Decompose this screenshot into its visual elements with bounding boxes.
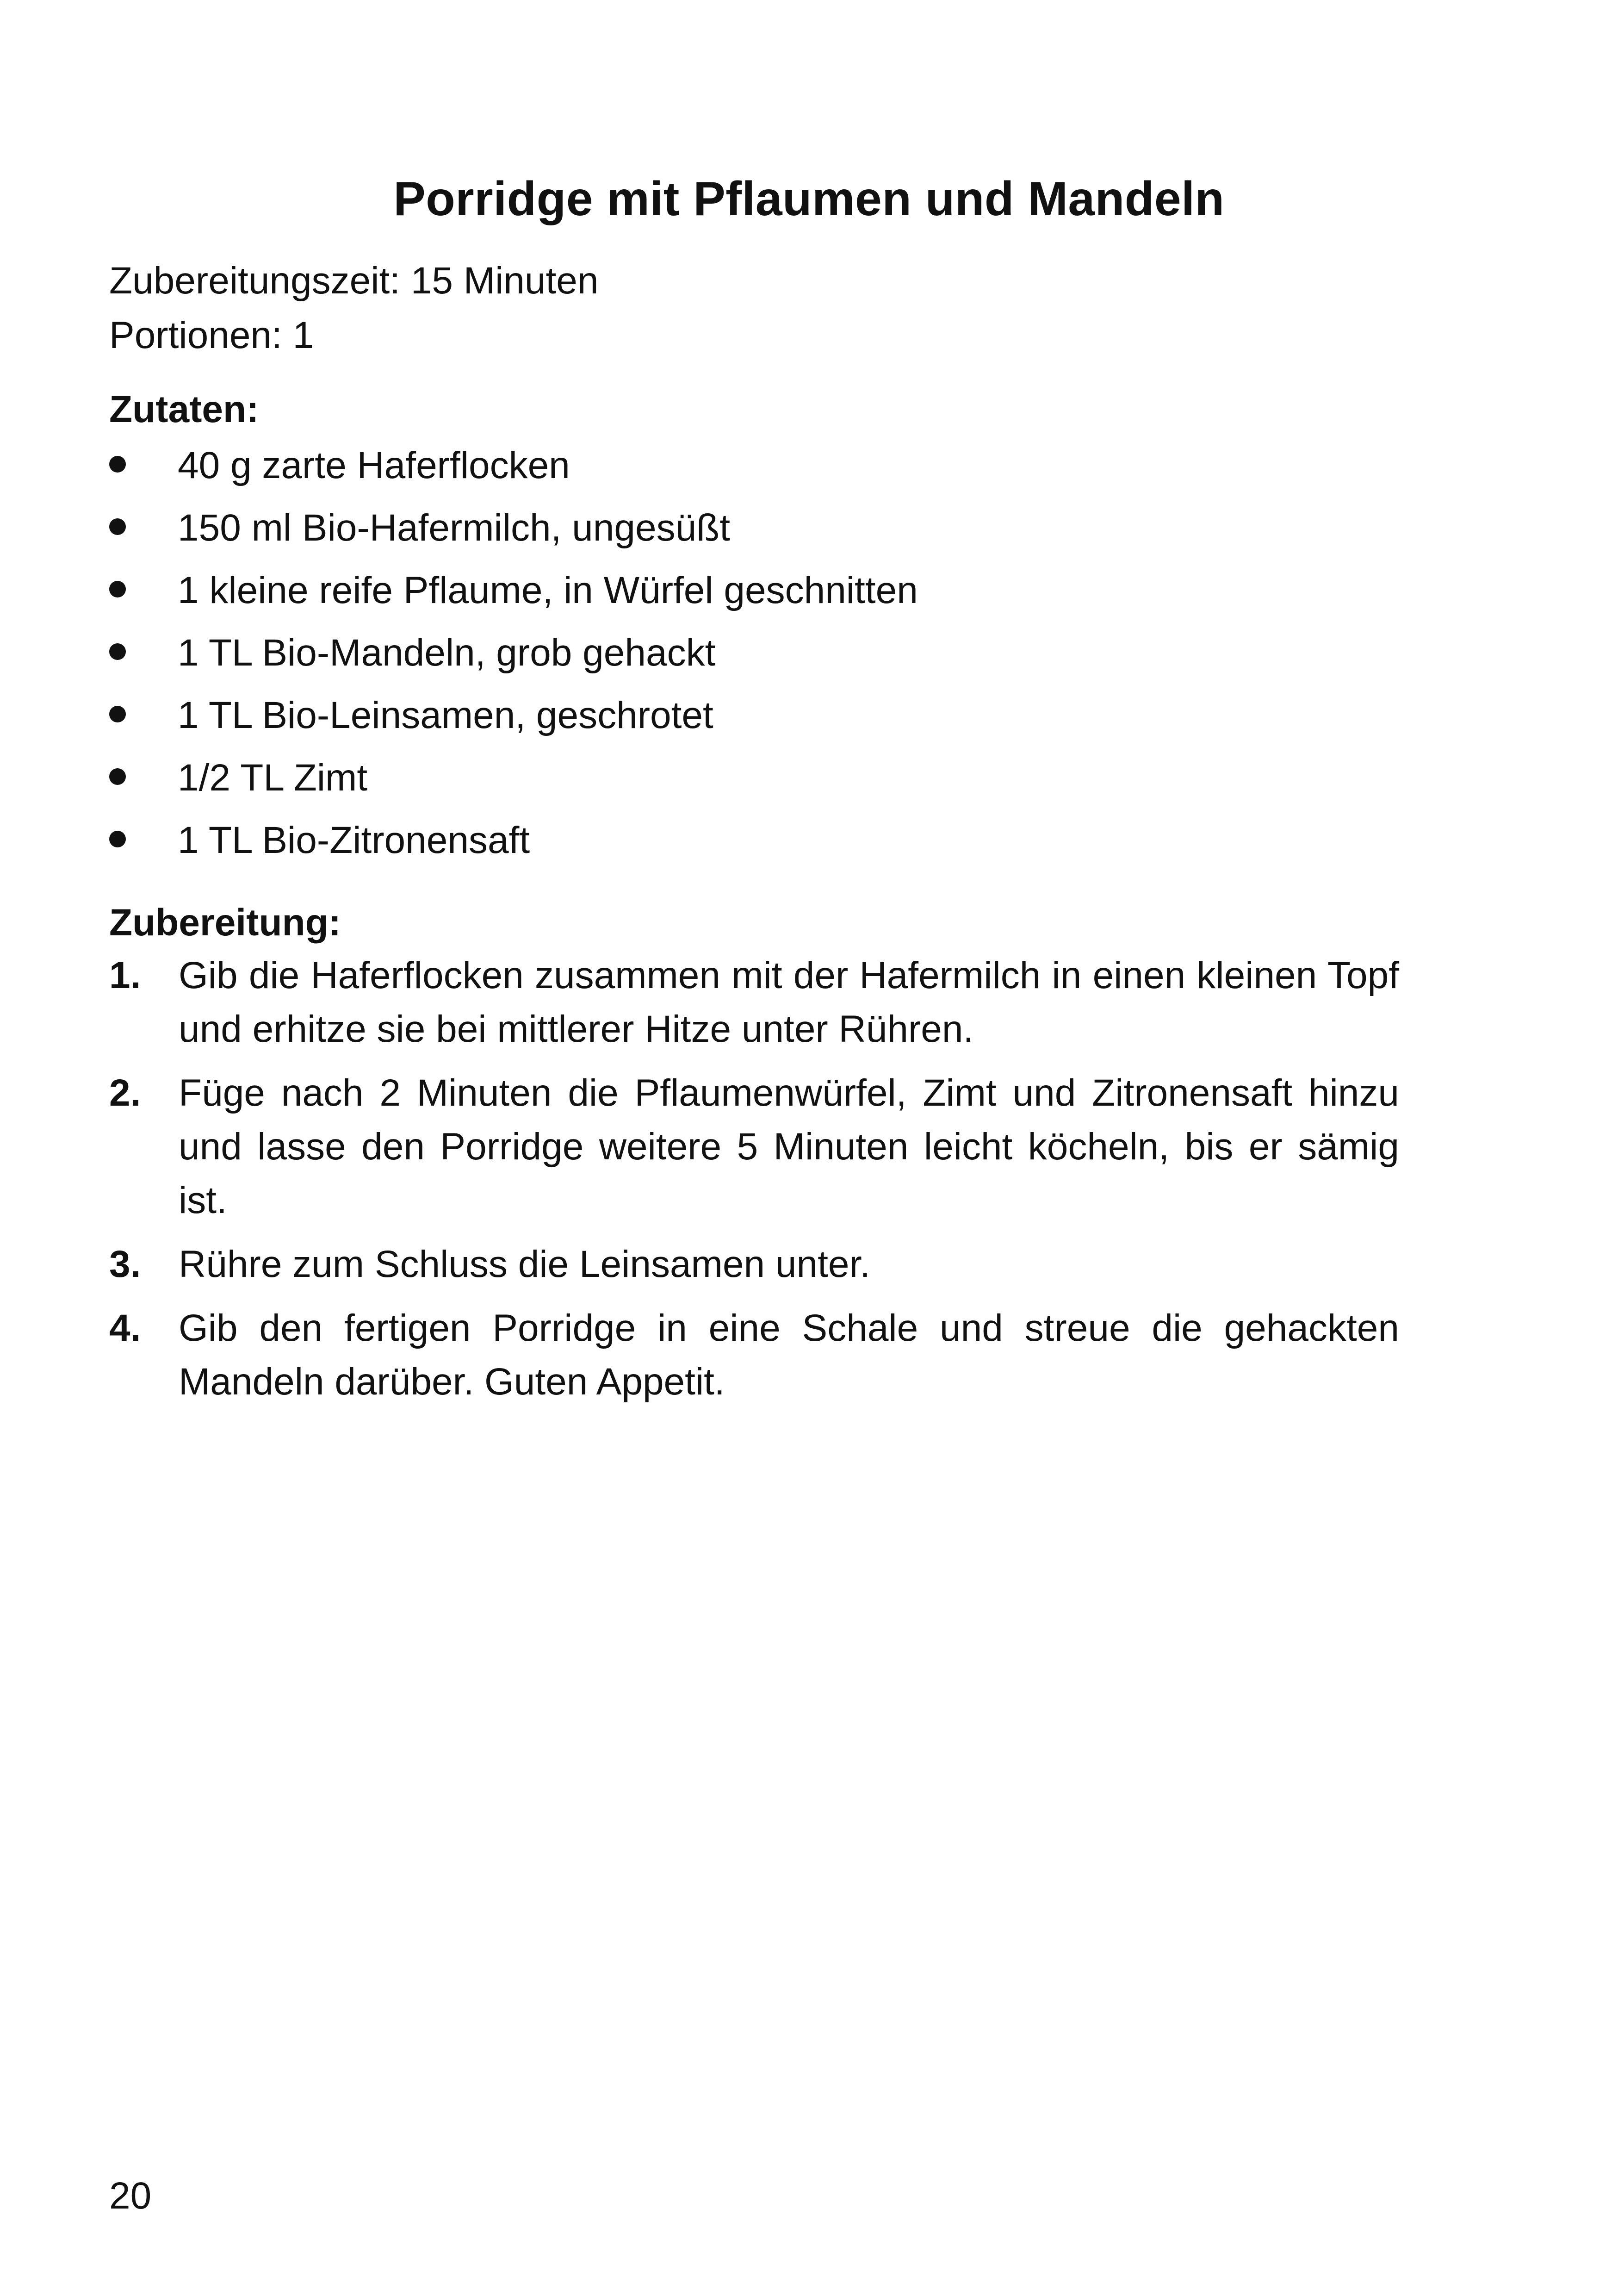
- ingredient-text: 1 TL Bio-Mandeln, grob gehackt: [178, 632, 716, 674]
- ingredients-heading: Zutaten:: [109, 388, 259, 430]
- ingredient-item: [109, 626, 918, 688]
- bullet-icon: [109, 706, 126, 722]
- ingredient-item: [109, 813, 918, 876]
- page-number: 20: [109, 2175, 152, 2217]
- steps-heading: Zubereitung:: [109, 902, 341, 944]
- ingredient-item: [109, 751, 918, 813]
- ingredients-list: [109, 438, 918, 876]
- ingredient-text: 1 TL Bio-Zitronensaft: [178, 819, 530, 861]
- step-item: [109, 949, 1399, 1056]
- servings: Portionen: 1: [109, 314, 314, 356]
- ingredient-text: 1/2 TL Zimt: [178, 757, 368, 799]
- step-text: Gib die Haferflocken zusammen mit der Hafermilch in einen kleinen Topf und erhitze sie bei mittlerer Hitze unter Rühren.: [179, 954, 1399, 1050]
- step-number: 4.: [109, 1307, 141, 1349]
- ingredient-item: [109, 438, 918, 501]
- step-text: Gib den fertigen Porridge in eine Schale und streue die gehackten Mandeln darüber. Guten Appetit.: [179, 1307, 1399, 1403]
- ingredient-text: 150 ml Bio-Hafermilch, ungesüßt: [178, 507, 731, 549]
- ingredient-text: 1 TL Bio-Leinsamen, geschrotet: [178, 694, 713, 736]
- bullet-icon: [109, 581, 126, 597]
- step-text: Rühre zum Schluss die Leinsamen unter.: [179, 1243, 871, 1285]
- step-number: 1.: [109, 954, 141, 996]
- ingredient-text: 40 g zarte Haferflocken: [178, 444, 570, 486]
- step-item: [109, 1301, 1399, 1409]
- recipe-meta: [109, 254, 599, 363]
- step-item: [109, 1066, 1399, 1227]
- step-number: 2.: [109, 1072, 141, 1114]
- bullet-icon: [109, 643, 126, 660]
- step-text: Füge nach 2 Minuten die Pflaumenwürfel, Zimt und Zitronensaft hinzu und lasse den Porridge weitere 5 Minuten leicht köcheln, bis er sämig ist.: [179, 1072, 1399, 1221]
- steps-list: [109, 949, 1399, 1419]
- bullet-icon: [109, 768, 126, 785]
- recipe-title: Porridge mit Pflaumen und Mandeln: [393, 172, 1225, 226]
- bullet-icon: [109, 831, 126, 847]
- bullet-icon: [109, 518, 126, 535]
- ingredient-item: [109, 563, 918, 626]
- ingredient-item: [109, 688, 918, 751]
- ingredient-item: [109, 501, 918, 563]
- step-number: 3.: [109, 1243, 141, 1285]
- bullet-icon: [109, 456, 126, 473]
- ingredient-text: 1 kleine reife Pflaume, in Würfel geschnitten: [178, 569, 918, 611]
- prep-time: Zubereitungszeit: 15 Minuten: [109, 260, 599, 302]
- step-item: [109, 1238, 1399, 1291]
